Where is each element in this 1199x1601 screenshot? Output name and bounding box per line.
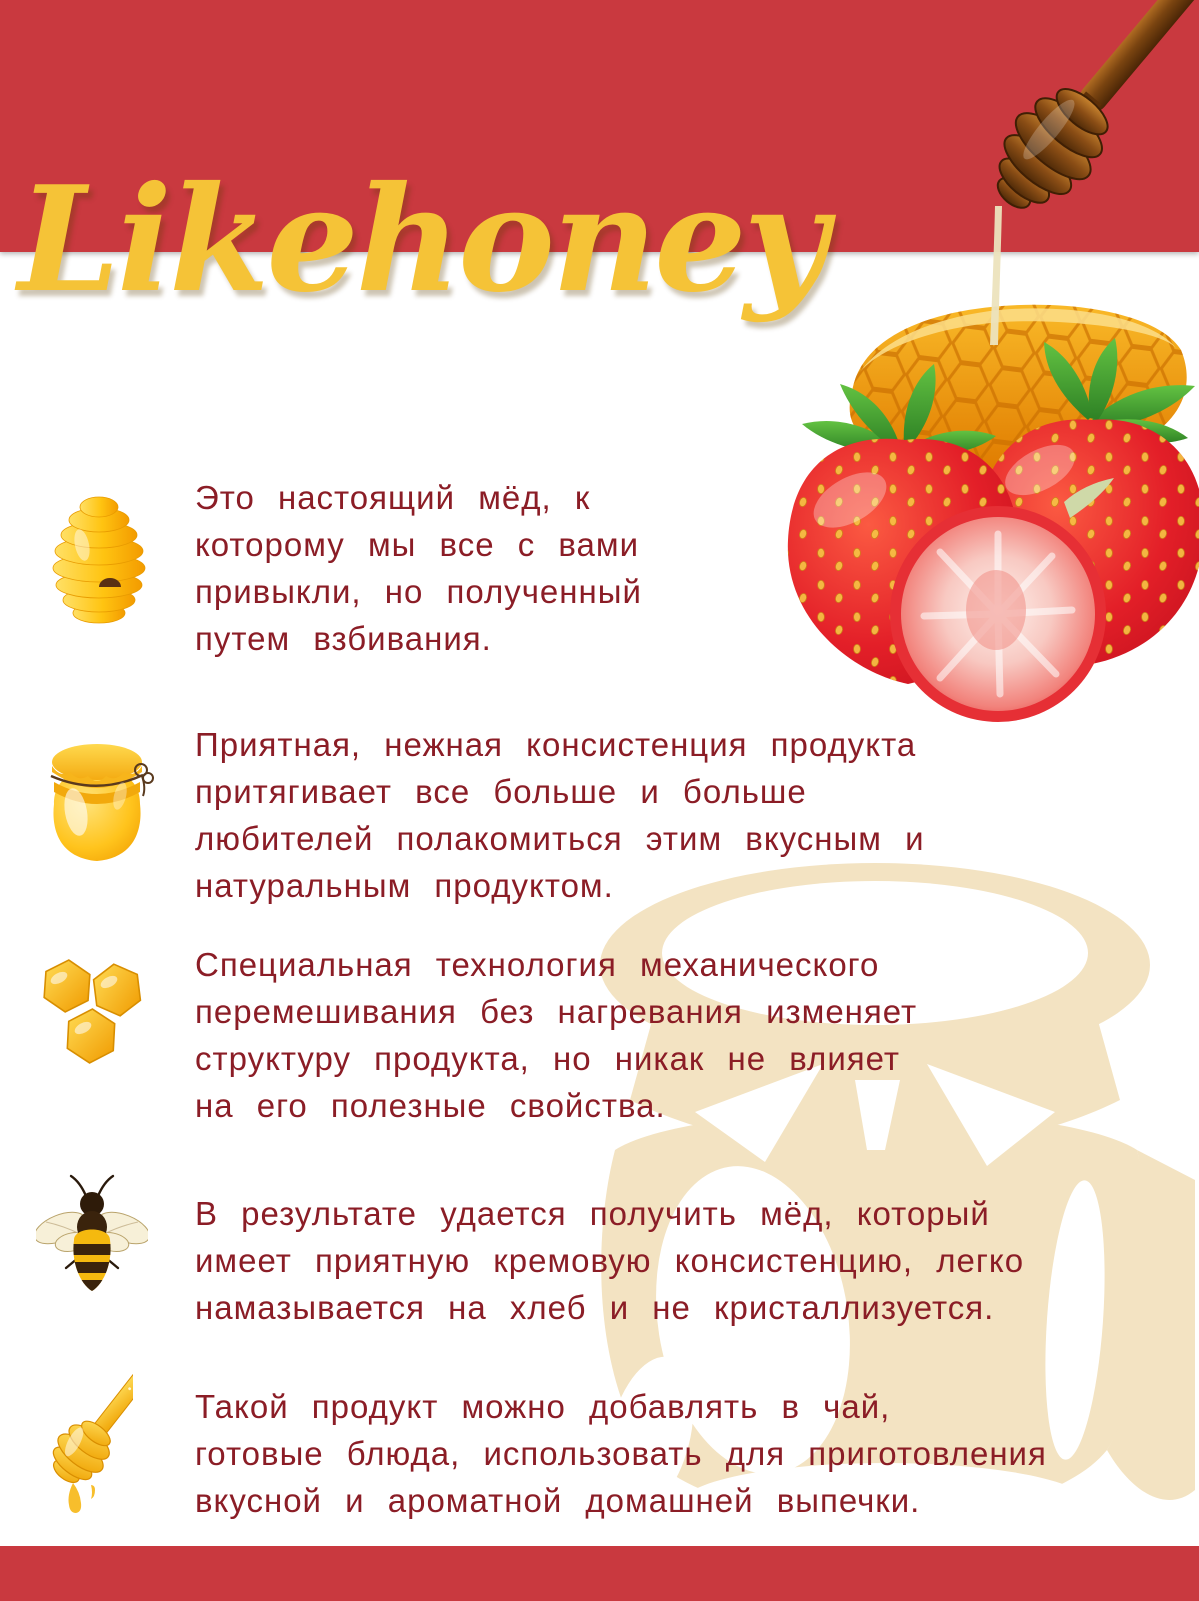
honeycomb-icon <box>33 950 149 1066</box>
text-line: которому мы все с вами <box>195 526 640 563</box>
honey-jar-icon <box>38 726 156 878</box>
text-line: привыкли, но полученный <box>195 573 642 610</box>
text-line: на его полезные свойства. <box>195 1087 666 1124</box>
text-line: натуральным продуктом. <box>195 867 614 904</box>
paragraph-bee <box>195 1190 1095 1331</box>
text-line: путем взбивания. <box>195 620 492 657</box>
text-line: имеет приятную кремовую консистенцию, легко <box>195 1242 1025 1279</box>
brand-logo: Likehoney <box>18 155 825 325</box>
hero-photo <box>740 0 1199 730</box>
bee-icon <box>36 1168 148 1306</box>
text-line: Такой продукт можно добавлять в чай, <box>195 1388 891 1425</box>
beehive-icon <box>50 490 148 628</box>
text-line: вкусной и ароматной домашней выпечки. <box>195 1482 921 1519</box>
paragraph-honey-dipper <box>195 1383 1125 1524</box>
footer-red-band <box>0 1546 1199 1601</box>
text-line: перемешивания без нагревания изменяет <box>195 993 918 1030</box>
text-line: Приятная, нежная консистенция продукта <box>195 726 917 763</box>
text-line: структуру продукта, но никак не влияет <box>195 1040 900 1077</box>
paragraph-beehive <box>195 474 675 662</box>
text-line: Это настоящий мёд, к <box>195 479 591 516</box>
text-line: любителей полакомиться этим вкусным и <box>195 820 925 857</box>
text-line: притягивает все больше и больше <box>195 773 807 810</box>
text-line: намазывается на хлеб и не кристаллизуется. <box>195 1289 995 1326</box>
honey-dipper-icon <box>33 1365 133 1513</box>
paragraph-honeycomb <box>195 941 995 1129</box>
honey-dipper-photo <box>972 0 1199 231</box>
paragraph-honey-jar <box>195 721 995 909</box>
text-line: готовые блюда, использовать для приготовления <box>195 1435 1047 1472</box>
text-line: Специальная технология механического <box>195 946 880 983</box>
text-line: В результате удается получить мёд, который <box>195 1195 990 1232</box>
